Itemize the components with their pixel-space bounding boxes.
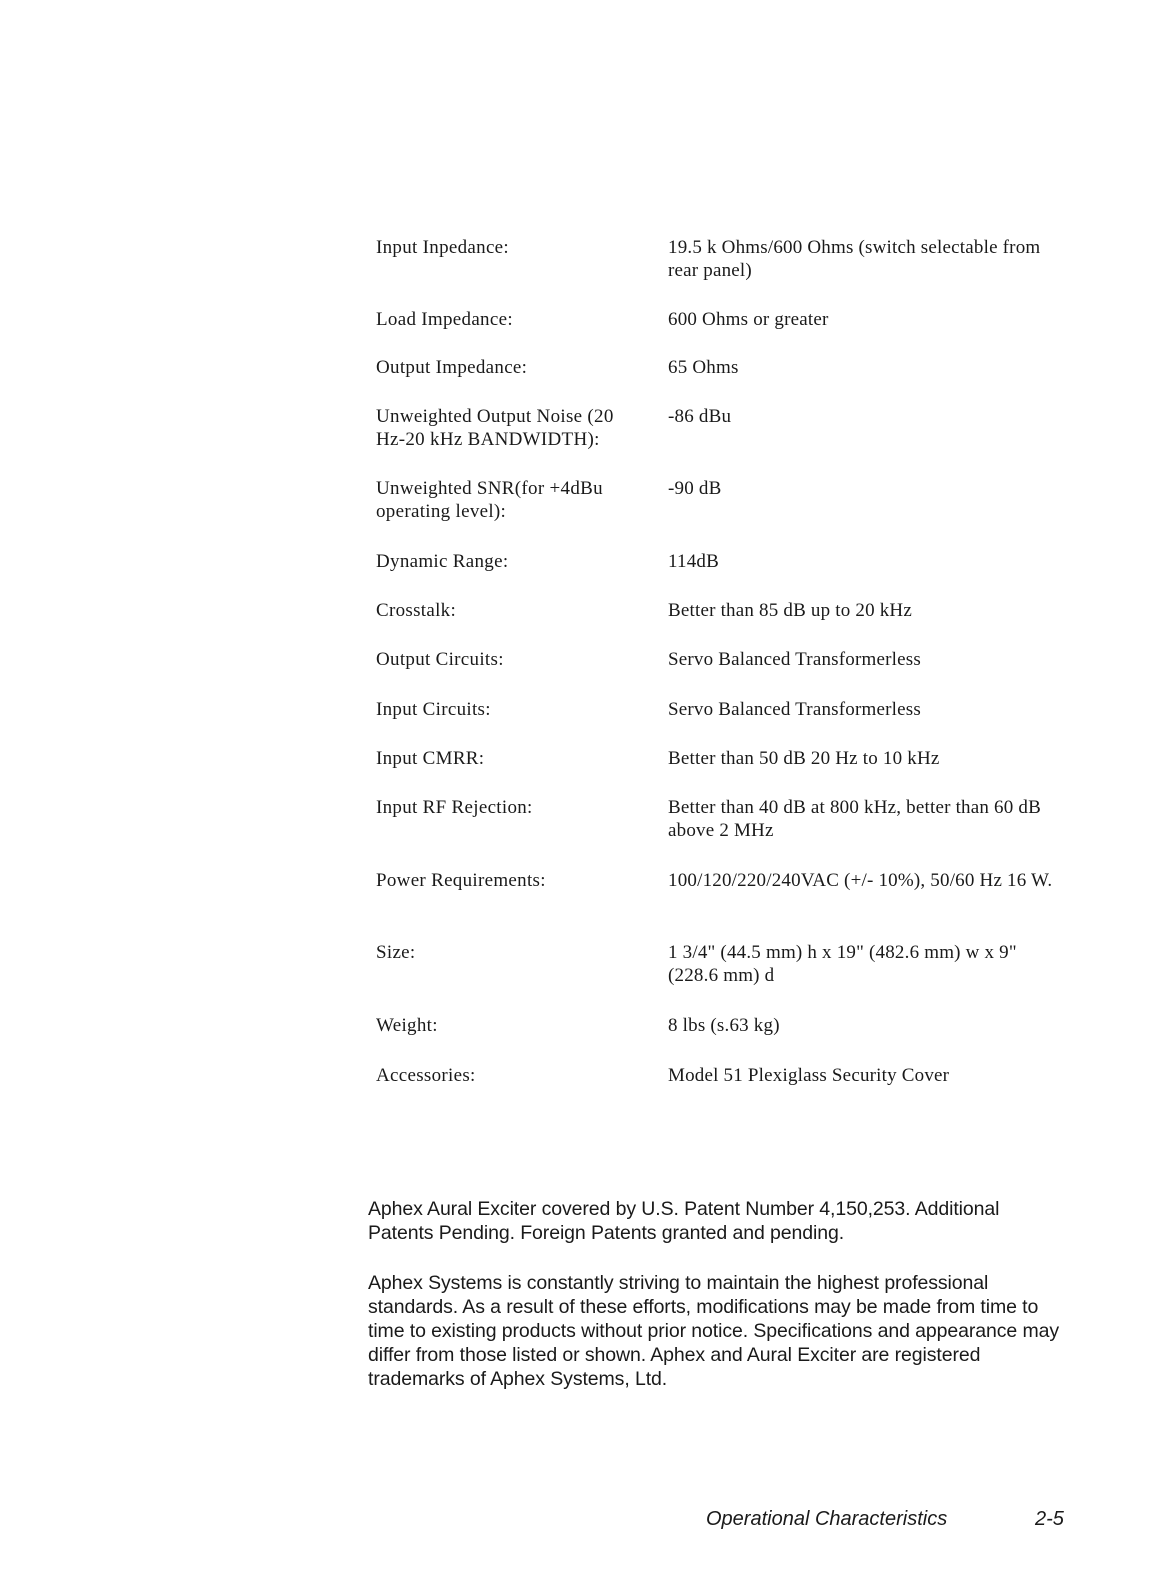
spec-value: 65 Ohms <box>668 357 739 378</box>
spec-value: 114dB <box>668 551 719 572</box>
disclaimer-notice: Aphex Systems is constantly striving to maintain the highest professional standards. As a result of these efforts, modifications may be made from time to time to existing products without prior notice. Specifications and appearance may differ from those listed or shown. Aphex and Aural Exciter are registered trademarks of Aphex Systems, Ltd. <box>368 1272 1060 1390</box>
spec-label: Size: <box>376 942 416 963</box>
spec-label: Dynamic Range: <box>376 551 509 572</box>
spec-value: Better than 40 dB at 800 kHz, better than 60 dB above 2 MHz <box>668 797 1041 841</box>
spec-label: Unweighted Output Noise (20 Hz-20 kHz BANDWIDTH): <box>376 406 614 450</box>
spec-value: 8 lbs (s.63 kg) <box>668 1015 780 1036</box>
spec-value: Better than 50 dB 20 Hz to 10 kHz <box>668 748 940 769</box>
spec-value: 1 3/4" (44.5 mm) h x 19" (482.6 mm) w x 9" (228.6 mm) d <box>668 942 1017 986</box>
spec-value: 600 Ohms or greater <box>668 309 829 330</box>
spec-value: Servo Balanced Transformerless <box>668 699 921 720</box>
spec-value: 19.5 k Ohms/600 Ohms (switch selectable from rear panel) <box>668 237 1041 281</box>
spec-value: -90 dB <box>668 478 722 499</box>
footer-section-title: Operational Characteristics <box>706 1508 948 1530</box>
spec-label: Output Circuits: <box>376 649 504 670</box>
spec-label: Input RF Rejection: <box>376 797 533 818</box>
spec-label: Input Circuits: <box>376 699 491 720</box>
footer-page-number: 2-5 <box>1035 1508 1064 1530</box>
spec-label: Output Impedance: <box>376 357 528 378</box>
spec-value: Servo Balanced Transformerless <box>668 649 921 670</box>
spec-label: Weight: <box>376 1015 438 1036</box>
spec-label: Power Requirements: <box>376 870 546 891</box>
spec-label: Accessories: <box>376 1065 476 1086</box>
spec-value: Better than 85 dB up to 20 kHz <box>668 600 912 621</box>
spec-value: -86 dBu <box>668 406 732 427</box>
spec-value: Model 51 Plexiglass Security Cover <box>668 1065 950 1086</box>
spec-label: Crosstalk: <box>376 600 457 621</box>
spec-label: Input Inpedance: <box>376 237 509 258</box>
patent-notice: Aphex Aural Exciter covered by U.S. Patent Number 4,150,253. Additional Patents Pending. Foreign Patents granted and pending. <box>368 1198 1000 1244</box>
spec-value: 100/120/220/240VAC (+/- 10%), 50/60 Hz 16 W. <box>668 870 1053 891</box>
spec-label: Load Impedance: <box>376 309 513 330</box>
spec-label: Unweighted SNR(for +4dBu operating level): <box>376 478 603 522</box>
spec-label: Input CMRR: <box>376 748 485 769</box>
